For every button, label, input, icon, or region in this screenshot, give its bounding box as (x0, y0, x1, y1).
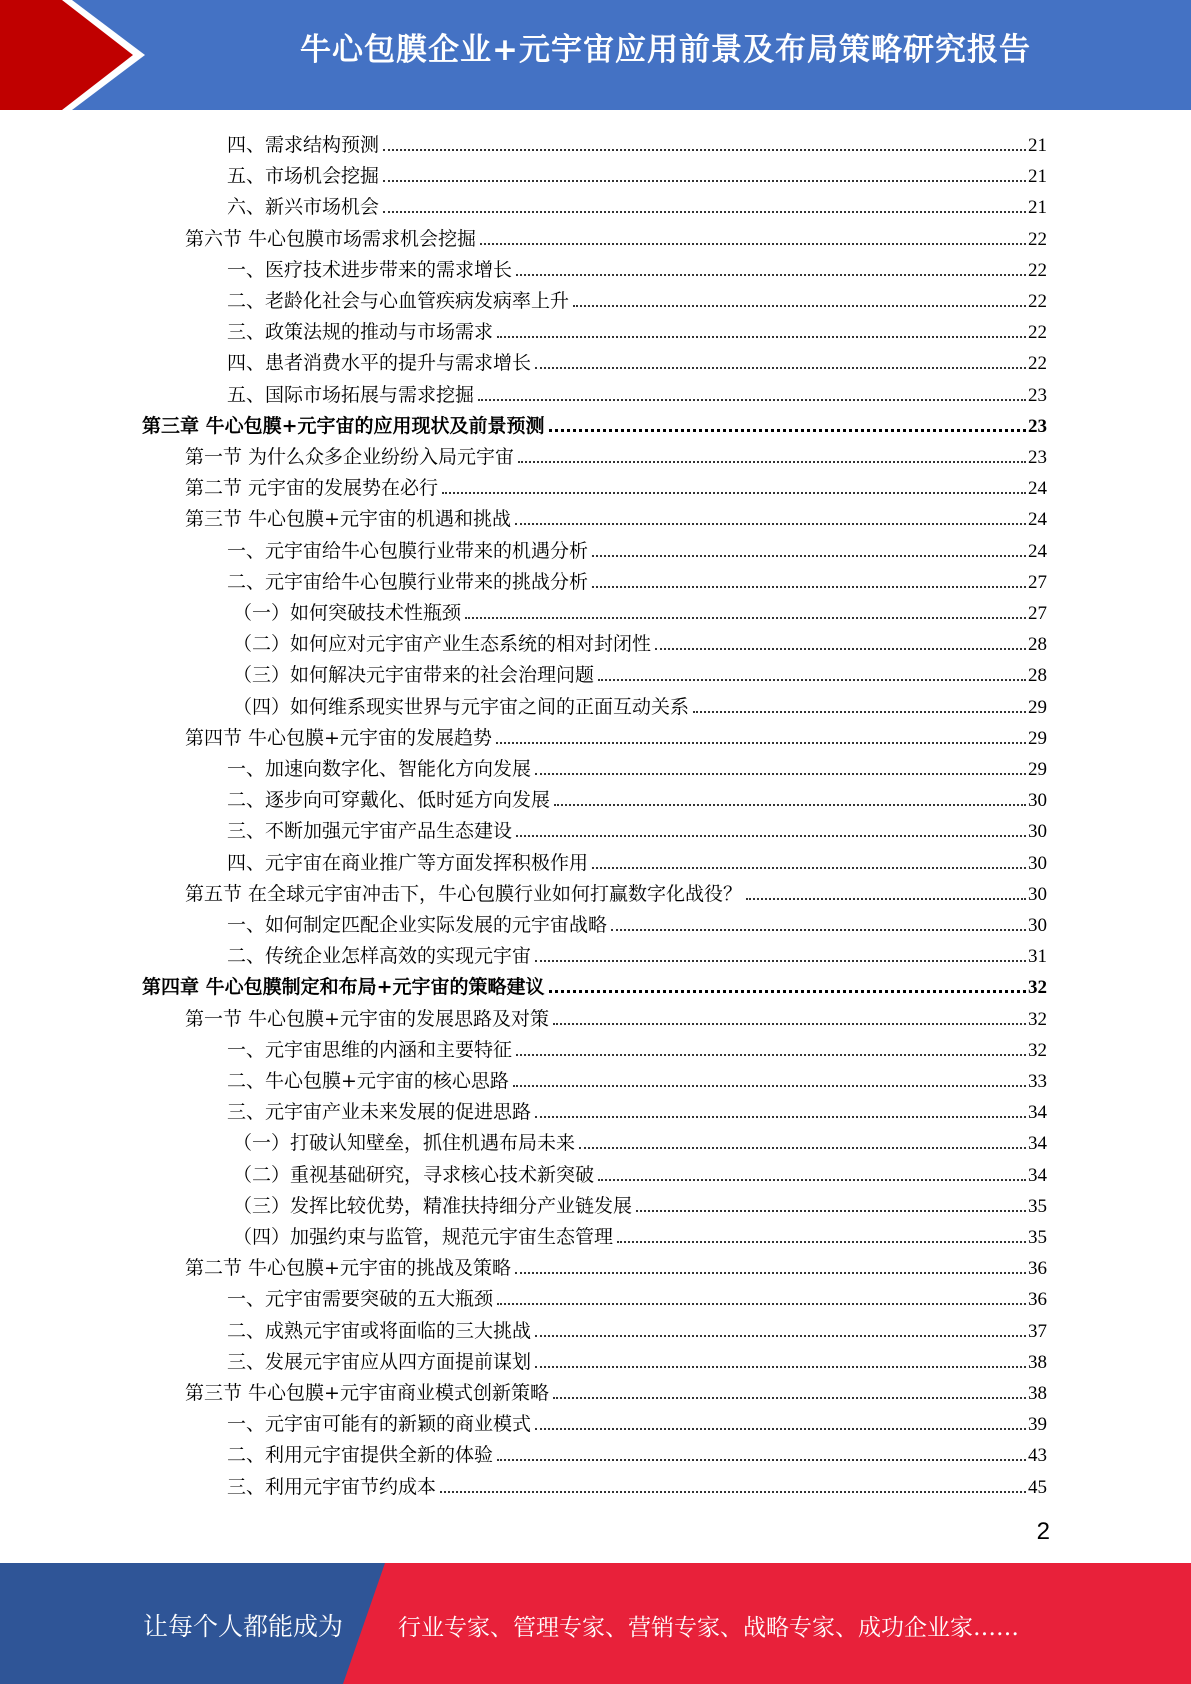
toc-dot-leader (592, 867, 1026, 869)
toc-entry-page: 22 (1028, 353, 1047, 375)
toc-entry[interactable] (227, 1344, 1047, 1374)
toc-entry-page: 34 (1028, 1102, 1047, 1124)
toc-entry[interactable] (227, 345, 1047, 375)
toc-entry-label: 二、传统企业怎样高效的实现元宇宙 (227, 945, 532, 968)
toc-entry-page: 30 (1028, 790, 1047, 812)
toc-entry[interactable] (227, 1437, 1047, 1467)
toc-entry[interactable] (227, 1281, 1047, 1311)
toc-entry-label: 一、元宇宙需要突破的五大瓶颈 (227, 1288, 494, 1311)
toc-entry-label: 一、元宇宙可能有的新颖的商业模式 (227, 1413, 532, 1436)
toc-entry-page: 21 (1028, 166, 1047, 188)
toc-dot-leader (535, 1335, 1026, 1337)
toc-entry-page: 36 (1028, 1289, 1047, 1311)
toc-entry-label: （一）打破认知壁垒，抓住机遇布局未来 (233, 1132, 576, 1155)
toc-entry[interactable] (227, 158, 1047, 188)
toc-dot-leader (535, 1116, 1026, 1118)
toc-entry-label: （三）如何解决元宇宙带来的社会治理问题 (233, 664, 595, 687)
toc-entry-label: 三、不断加强元宇宙产品生态建设 (227, 820, 513, 843)
toc-entry-label: 第四章 牛心包膜制定和布局+元宇宙的策略建议 (142, 976, 545, 999)
toc-entry-label: 四、元宇宙在商业推广等方面发挥积极作用 (227, 851, 589, 874)
toc-dot-leader (553, 1023, 1026, 1025)
toc-entry-page: 29 (1028, 727, 1047, 749)
toc-entry[interactable] (227, 1469, 1047, 1499)
toc-entry[interactable] (233, 1125, 1047, 1155)
report-title: 牛心包膜企业+元宇宙应用前景及布局策略研究报告 (300, 32, 1031, 68)
toc-dot-leader (693, 711, 1026, 713)
toc-entry[interactable] (185, 439, 1047, 469)
toc-entry-page: 29 (1028, 759, 1047, 780)
toc-entry[interactable] (185, 501, 1047, 531)
toc-entry[interactable] (227, 1313, 1047, 1343)
toc-entry-label: 二、老龄化社会与心血管疾病发病率上升 (227, 290, 570, 312)
toc-entry[interactable] (227, 377, 1047, 407)
toc-dot-leader (383, 180, 1026, 182)
toc-entry-page: 21 (1028, 135, 1047, 156)
toc-dot-leader (535, 1366, 1026, 1368)
toc-dot-leader (617, 1241, 1026, 1243)
toc-entry[interactable] (185, 720, 1047, 750)
toc-dot-leader (746, 898, 1026, 900)
toc-dot-leader (535, 1428, 1026, 1430)
toc-entry-label: （一）如何突破技术性瓶颈 (233, 602, 462, 624)
toc-entry[interactable] (227, 845, 1047, 875)
toc-dot-leader (513, 1085, 1026, 1087)
toc-entry-page: 28 (1028, 634, 1047, 656)
toc-entry-page: 22 (1028, 322, 1047, 344)
toc-entry-label: 二、牛心包膜+元宇宙的核心思路 (227, 1070, 509, 1092)
toc-entry[interactable] (142, 408, 1047, 438)
toc-entry-page: 34 (1028, 1164, 1047, 1186)
toc-entry[interactable] (227, 127, 1047, 157)
toc-entry-label: 一、加速向数字化、智能化方向发展 (227, 758, 532, 780)
toc-entry-label: 二、利用元宇宙提供全新的体验 (227, 1444, 494, 1467)
toc-entry[interactable] (233, 1188, 1047, 1218)
toc-entry-label: 第三章 牛心包膜+元宇宙的应用现状及前景预测 (142, 414, 545, 437)
toc-entry[interactable] (185, 1375, 1047, 1405)
toc-entry-page: 32 (1028, 1039, 1047, 1061)
toc-entry-label: 三、政策法规的推动与市场需求 (227, 321, 494, 344)
toc-dot-leader (440, 1491, 1026, 1493)
toc-entry[interactable] (227, 564, 1047, 594)
toc-entry-page: 24 (1028, 540, 1047, 562)
toc-dot-leader (442, 492, 1026, 494)
toc-entry-label: （三）发挥比较优势，精准扶持细分产业链发展 (233, 1194, 633, 1217)
toc-dot-leader (549, 990, 1026, 993)
toc-entry-page: 22 (1028, 291, 1047, 312)
toc-entry-label: 第一节 牛心包膜+元宇宙的发展思路及对策 (185, 1007, 549, 1030)
toc-entry[interactable] (233, 1219, 1047, 1249)
footer-slogan-right: 行业专家、管理专家、营销专家、战略专家、成功企业家…… (398, 1615, 1019, 1641)
toc-dot-leader (573, 305, 1026, 307)
toc-entry-label: 一、如何制定匹配企业实际发展的元宇宙战略 (227, 914, 608, 936)
toc-entry-page: 21 (1028, 197, 1047, 219)
header-arrow-decoration (0, 0, 160, 110)
toc-entry-page: 43 (1028, 1445, 1047, 1467)
toc-entry[interactable] (233, 1157, 1047, 1187)
toc-entry-label: 三、利用元宇宙节约成本 (227, 1475, 437, 1498)
toc-dot-leader (535, 773, 1026, 775)
toc-entry-label: 四、需求结构预测 (227, 134, 380, 156)
toc-entry-label: 一、元宇宙给牛心包膜行业带来的机遇分析 (227, 539, 589, 562)
toc-entry-page: 27 (1028, 571, 1047, 593)
toc-entry[interactable] (185, 1001, 1047, 1031)
toc-dot-leader (515, 1272, 1026, 1274)
toc-entry-label: 第三节 牛心包膜+元宇宙的机遇和挑战 (185, 508, 511, 531)
toc-dot-leader (549, 429, 1026, 432)
toc-entry-label: 二、逐步向可穿戴化、低时延方向发展 (227, 789, 551, 812)
toc-entry-label: 六、新兴市场机会 (227, 196, 380, 219)
toc-dot-leader (383, 211, 1026, 213)
toc-entry[interactable] (227, 252, 1047, 282)
toc-dot-leader (553, 1397, 1026, 1399)
toc-entry-label: 二、元宇宙给牛心包膜行业带来的挑战分析 (227, 570, 589, 593)
toc-entry-page: 34 (1028, 1133, 1047, 1155)
toc-dot-leader (516, 835, 1026, 837)
toc-entry-page: 27 (1028, 603, 1047, 624)
toc-entry-page: 24 (1028, 478, 1047, 500)
toc-entry-label: 第六节 牛心包膜市场需求机会挖掘 (185, 227, 477, 250)
toc-entry-page: 30 (1028, 883, 1047, 905)
toc-entry[interactable] (227, 1063, 1047, 1093)
toc-entry[interactable] (233, 595, 1047, 625)
toc-dot-leader (480, 243, 1026, 245)
toc-entry-page: 30 (1028, 915, 1047, 936)
toc-dot-leader (598, 679, 1026, 681)
page-footer (0, 1563, 1191, 1684)
toc-entry-label: 第三节 牛心包膜+元宇宙商业模式创新策略 (185, 1382, 549, 1404)
toc-entry[interactable] (233, 689, 1047, 719)
toc-dot-leader (516, 274, 1026, 276)
toc-entry-label: 第一节 为什么众多企业纷纷入局元宇宙 (185, 446, 515, 468)
toc-entry[interactable] (185, 221, 1047, 251)
toc-entry[interactable] (142, 969, 1047, 999)
toc-entry-label: 三、元宇宙产业未来发展的促进思路 (227, 1101, 532, 1124)
toc-entry-page: 32 (1028, 1008, 1047, 1030)
toc-entry[interactable] (227, 533, 1047, 563)
toc-dot-leader (478, 399, 1026, 401)
toc-dot-leader (497, 1303, 1026, 1305)
toc-entry[interactable] (227, 907, 1047, 937)
toc-entry-label: 五、市场机会挖掘 (227, 165, 380, 188)
toc-entry-label: 第二节 牛心包膜+元宇宙的挑战及策略 (185, 1257, 511, 1280)
toc-entry-page: 29 (1028, 696, 1047, 718)
toc-entry-label: 第四节 牛心包膜+元宇宙的发展趋势 (185, 726, 492, 749)
toc-entry[interactable] (227, 189, 1047, 219)
toc-entry[interactable] (227, 938, 1047, 968)
toc-entry-page: 38 (1028, 1383, 1047, 1404)
toc-entry[interactable] (227, 314, 1047, 344)
toc-dot-leader (518, 461, 1026, 463)
toc-entry-page: 28 (1028, 665, 1047, 687)
toc-entry[interactable] (227, 813, 1047, 843)
toc-dot-leader (611, 929, 1026, 931)
toc-entry-page: 39 (1028, 1414, 1047, 1436)
toc-entry[interactable] (233, 626, 1047, 656)
toc-entry[interactable] (227, 751, 1047, 781)
page-number: 2 (1036, 1518, 1050, 1545)
toc-entry-page: 30 (1028, 821, 1047, 843)
toc-entry-page: 36 (1028, 1258, 1047, 1280)
toc-entry-label: 五、国际市场拓展与需求挖掘 (227, 383, 475, 406)
toc-dot-leader (497, 336, 1026, 338)
page-header (0, 0, 1191, 110)
toc-dot-leader (497, 1459, 1026, 1461)
toc-dot-leader (496, 742, 1026, 744)
toc-entry-label: （二）如何应对元宇宙产业生态系统的相对封闭性 (233, 633, 652, 656)
toc-entry-label: （四）加强约束与监管，规范元宇宙生态管理 (233, 1226, 614, 1248)
toc-entry-page: 31 (1028, 946, 1047, 968)
toc-entry[interactable] (227, 1094, 1047, 1124)
toc-entry[interactable] (227, 1406, 1047, 1436)
toc-dot-leader (554, 804, 1026, 806)
toc-entry-page: 33 (1028, 1071, 1047, 1092)
toc-dot-leader (516, 1054, 1026, 1056)
toc-dot-leader (465, 617, 1026, 619)
toc-entry[interactable] (185, 470, 1047, 500)
toc-entry[interactable] (185, 876, 1047, 906)
toc-dot-leader (535, 960, 1026, 962)
toc-entry-page: 24 (1028, 509, 1047, 531)
toc-dot-leader (592, 586, 1026, 588)
toc-dot-leader (535, 367, 1026, 369)
toc-entry-page: 23 (1028, 415, 1047, 437)
toc-entry-label: 第二节 元宇宙的发展势在必行 (185, 477, 439, 500)
toc-entry-page: 30 (1028, 852, 1047, 874)
toc-entry-label: 一、元宇宙思维的内涵和主要特征 (227, 1038, 513, 1061)
toc-entry-page: 45 (1028, 1476, 1047, 1498)
toc-dot-leader (598, 1179, 1026, 1181)
toc-dot-leader (383, 149, 1026, 151)
toc-entry[interactable] (227, 782, 1047, 812)
toc-entry[interactable] (185, 1250, 1047, 1280)
toc-entry-label: 一、医疗技术进步带来的需求增长 (227, 258, 513, 281)
toc-dot-leader (592, 555, 1026, 557)
toc-entry-page: 35 (1028, 1227, 1047, 1248)
toc-dot-leader (636, 1210, 1026, 1212)
toc-entry-label: （四）如何维系现实世界与元宇宙之间的正面互动关系 (233, 695, 690, 718)
toc-dot-leader (655, 648, 1026, 650)
toc-entry-page: 38 (1028, 1351, 1047, 1373)
toc-entry[interactable] (227, 1032, 1047, 1062)
toc-entry-page: 23 (1028, 447, 1047, 468)
footer-slogan-left: 让每个人都能成为 (143, 1612, 344, 1641)
toc-entry-label: （二）重视基础研究，寻求核心技术新突破 (233, 1163, 595, 1186)
toc-entry-page: 32 (1028, 977, 1047, 999)
toc-entry[interactable] (227, 283, 1047, 313)
toc-entry-label: 四、患者消费水平的提升与需求增长 (227, 352, 532, 375)
toc-entry-label: 第五节 在全球元宇宙冲击下，牛心包膜行业如何打赢数字化战役？ (185, 882, 743, 905)
toc-entry-page: 35 (1028, 1195, 1047, 1217)
toc-dot-leader (579, 1147, 1026, 1149)
toc-entry-label: 三、发展元宇宙应从四方面提前谋划 (227, 1350, 532, 1373)
toc-entry-label: 二、成熟元宇宙或将面临的三大挑战 (227, 1319, 532, 1342)
toc-entry-page: 22 (1028, 228, 1047, 250)
toc-entry-page: 37 (1028, 1320, 1047, 1342)
toc-entry-page: 23 (1028, 384, 1047, 406)
toc-entry-page: 22 (1028, 259, 1047, 281)
toc-dot-leader (515, 523, 1026, 525)
toc-entry[interactable] (233, 657, 1047, 687)
